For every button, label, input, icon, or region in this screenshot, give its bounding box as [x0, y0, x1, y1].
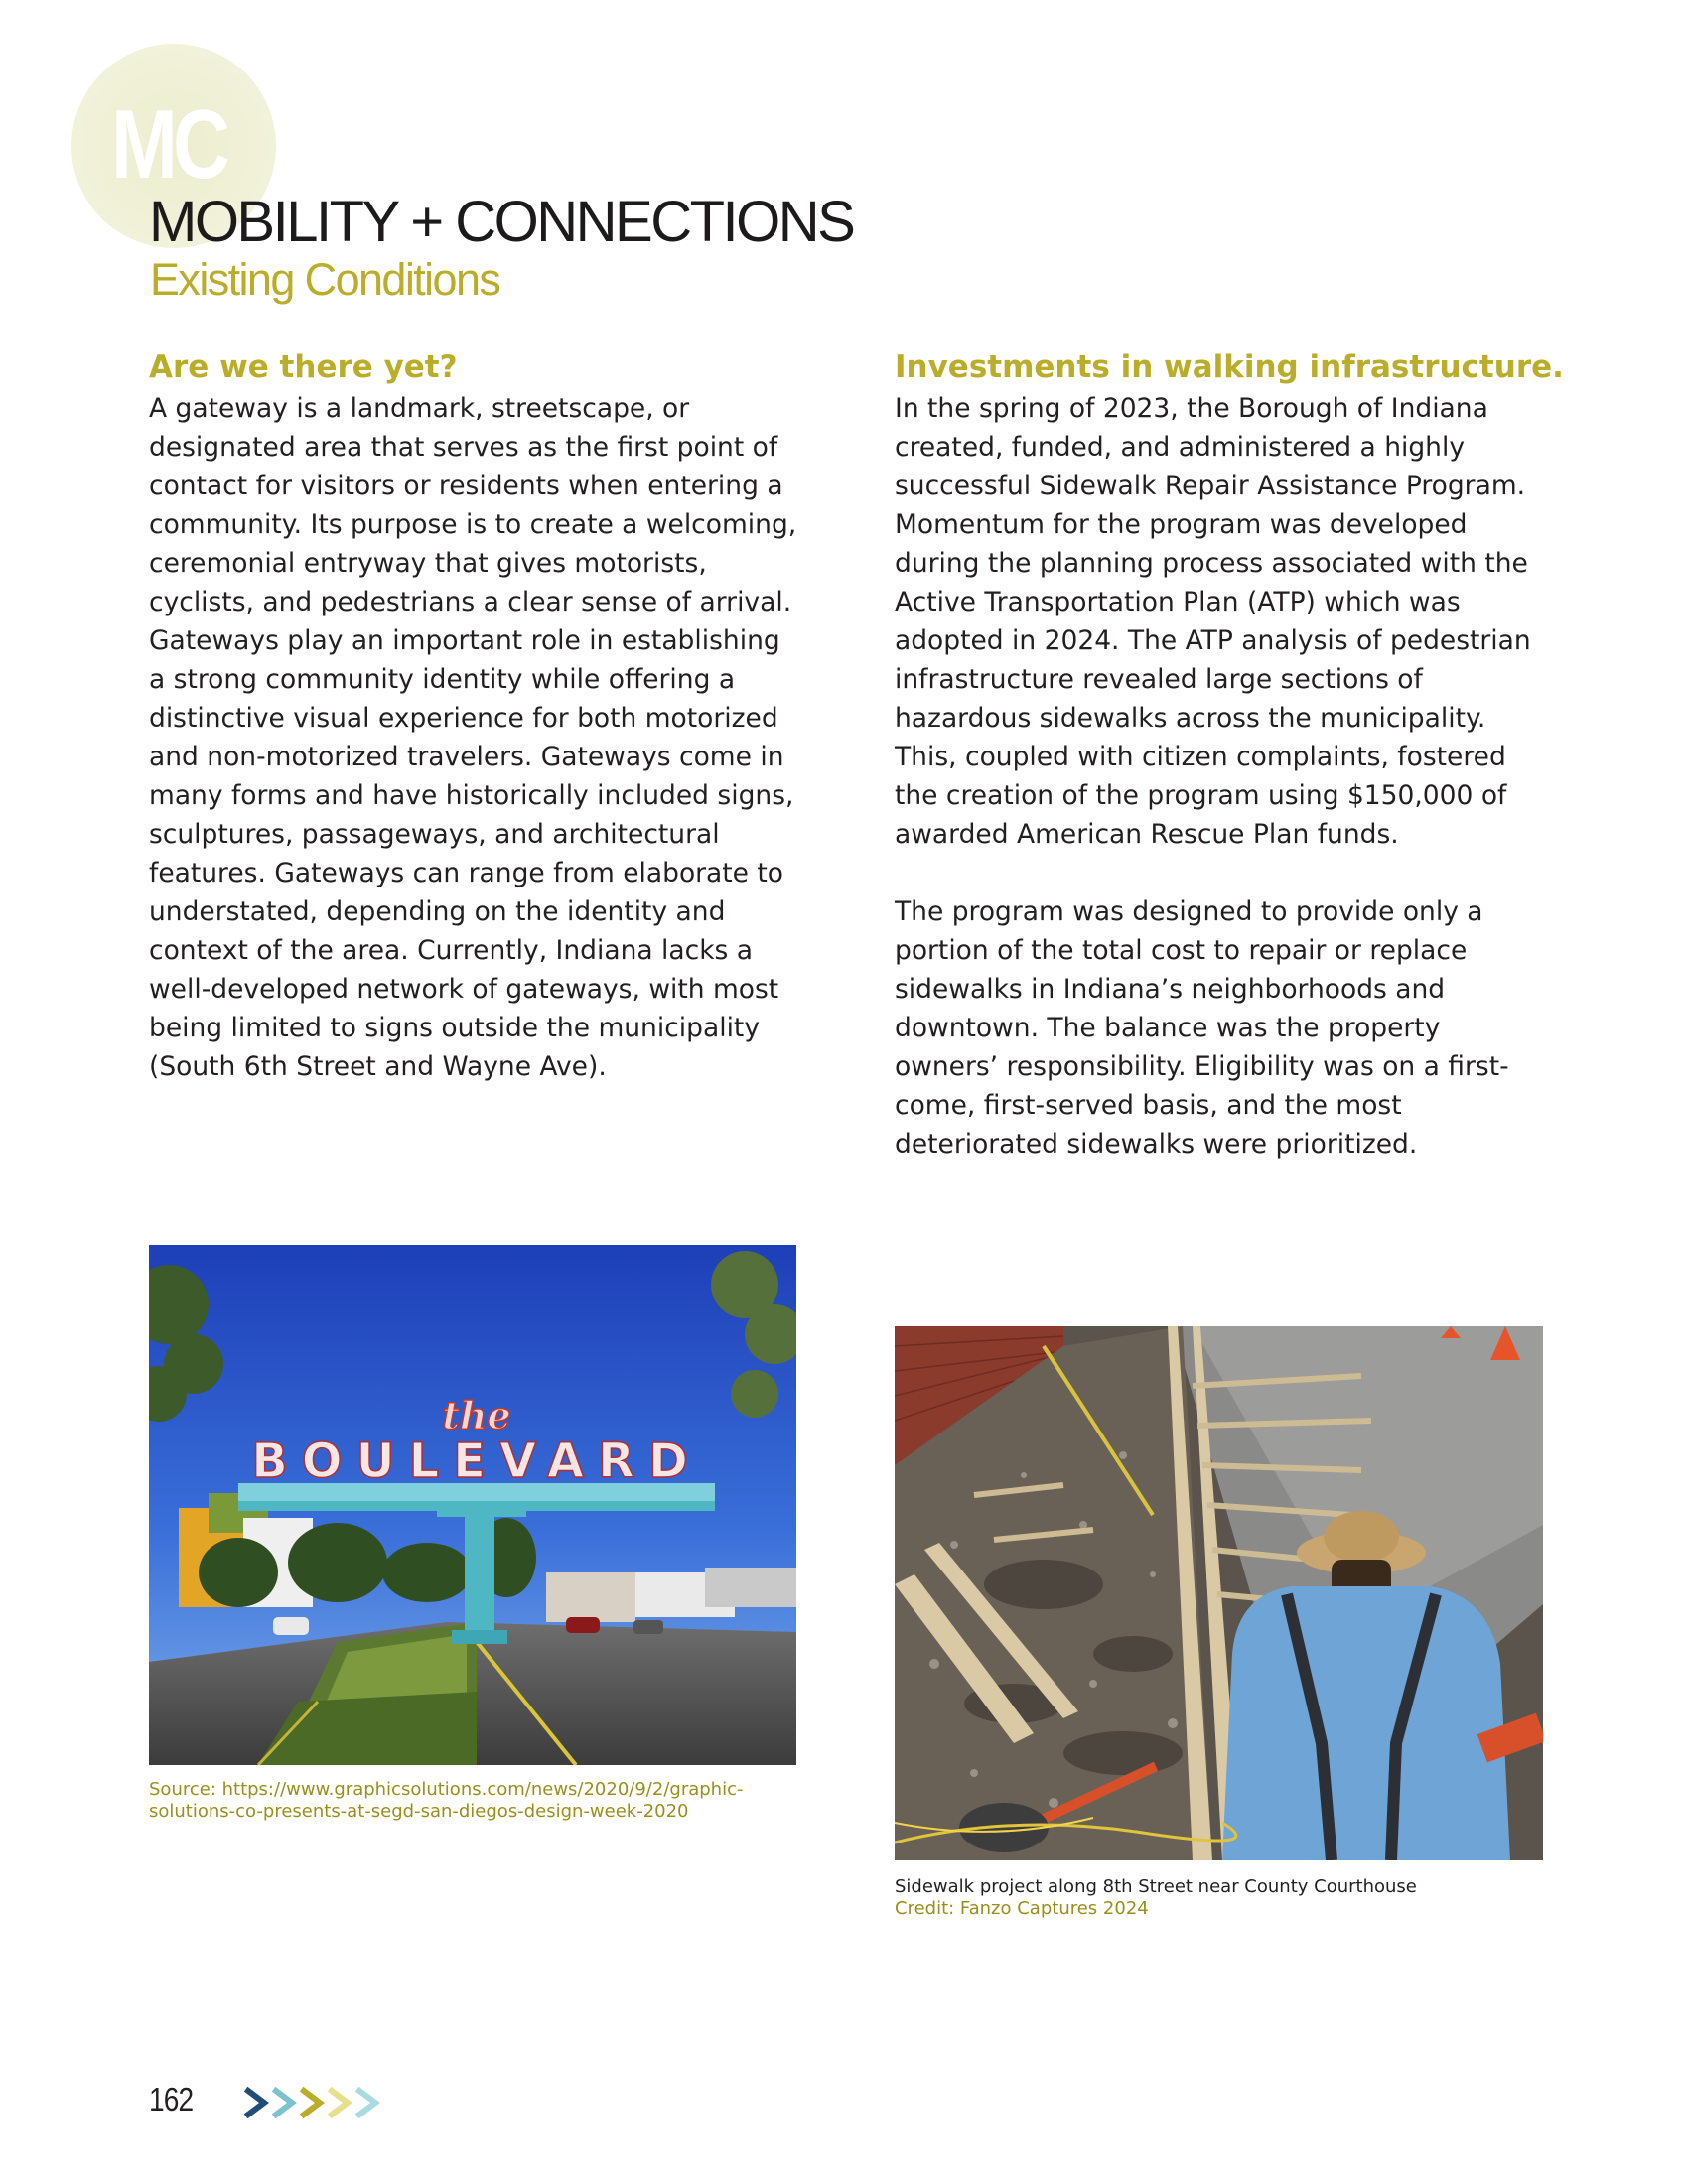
- right-column: [895, 347, 1564, 1163]
- right-photo-credit: Credit: Fanzo Captures 2024: [895, 1898, 1149, 1919]
- right-photo-caption: [895, 1876, 1530, 1920]
- chevron-icon: [359, 2091, 375, 2115]
- right-photo-caption-text: Sidewalk project along 8th Street near County Courthouse: [895, 1876, 1417, 1897]
- chevron-icon: [304, 2091, 320, 2115]
- right-section-paragraph: The program was designed to provide only a portion of the total cost to repair or replace sidewalks in Indiana’s neighborhoods and downtown. The balance was the property owners’ responsibility. Eligibility was on a first-come, first-served basis, and the most deteriorated sidewalks were prioritized.: [895, 896, 1509, 1160]
- page-number: 162: [149, 2081, 194, 2117]
- page-title: MOBILITY + CONNECTIONS: [149, 190, 854, 254]
- left-column: [149, 347, 804, 1086]
- right-section-paragraph: In the spring of 2023, the Borough of Indiana created, funded, and administered a highly successful Sidewalk Repair Assistance Program. Momentum for the program was developed during the planning process associated with the Active Transportation Plan (ATP) which was adopted in 2024. The ATP analysis of pedestrian infrastructure revealed large sections of hazardous sidewalks across the municipality. This, coupled with citizen complaints, fostered the creation of the program using $150,000 of awarded American Rescue Plan funds.: [895, 393, 1531, 850]
- page-subtitle: Existing Conditions: [150, 254, 500, 305]
- chevron-icon: [332, 2091, 348, 2115]
- sidewalk-project-photo: [895, 1326, 1543, 1860]
- chevron-icon: [276, 2091, 292, 2115]
- left-section-heading: Are we there yet?: [149, 349, 458, 385]
- sign-letters-text: BOULEVARD: [251, 1433, 702, 1489]
- left-photo-caption: Source: https://www.graphicsolutions.com/news/2020/9/2/graphic-solutions-co-presents-at-segd-san-diegos-design-week-2020: [149, 1779, 744, 1822]
- chevron-arrows-icon: [244, 2085, 403, 2120]
- right-section-heading: Investments in walking infrastructure.: [895, 349, 1564, 385]
- sign-script-text: the: [442, 1393, 511, 1437]
- gateway-sign-photo: [149, 1245, 796, 1765]
- left-section-body: A gateway is a landmark, streetscape, or designated area that serves as the first point of contact for visitors or residents when entering a community. Its purpose is to create a welcoming, ceremonial entryway that gives motorists, cyclists, and pedestrians a clear sense of arrival. Gateways play an important role in establishing a strong community identity while offering a distinctive visual experience for both motorized and non-motorized travelers. Gateways come in many forms and have historically included signs, sculptures, passageways, and architectural features. Gateways can range from elaborate to understated, depending on the identity and context of the area. Currently, Indiana lacks a well-developed network of gateways, with most being limited to signs outside the municipality (South 6th Street and Wayne Ave).: [149, 393, 797, 1082]
- chevron-icon: [248, 2091, 264, 2115]
- section-badge-letters: MC: [111, 89, 226, 199]
